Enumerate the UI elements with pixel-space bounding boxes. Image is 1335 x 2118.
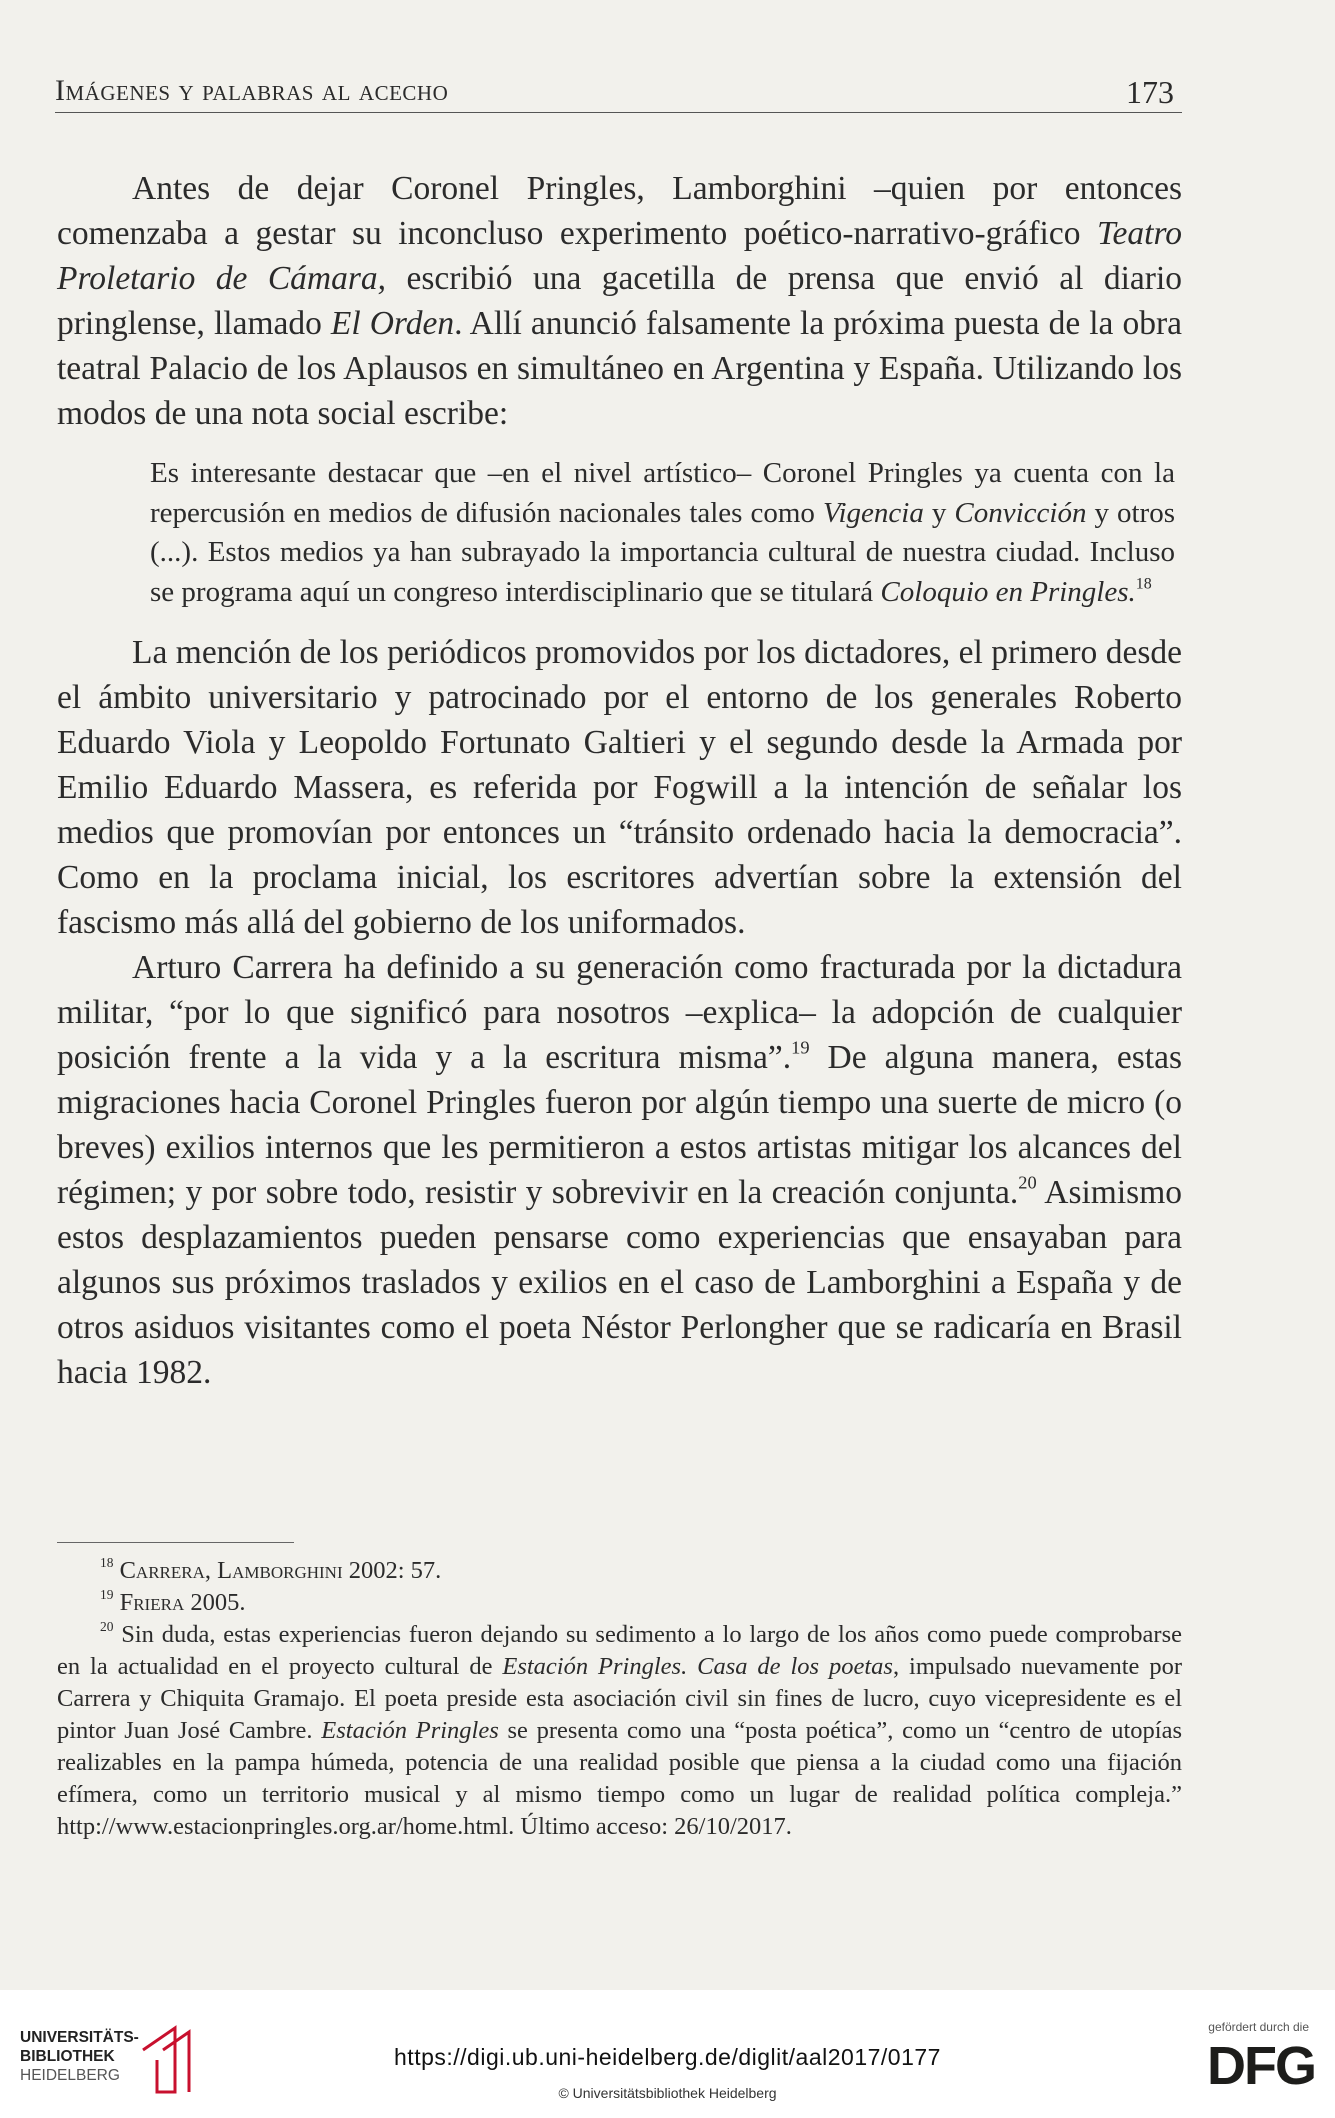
footnote-ref: 18: [1135, 574, 1152, 592]
text-run: Asimismo estos desplazamientos pueden pensarse como experiencias que ensayaban para algunos sus próximos traslados y exilios en el caso de Lamborghini a España y de otros asiduos visitantes como el poeta Néstor Perlongher que se radicaría en Brasil hacia 1982.: [57, 1174, 1183, 1391]
footnote-text: , impulsado nuevamente por Carrera y Chiquita Gramajo. El poeta preside esta asociación civil sin fines de lucro, cuyo vicepresidente es el pintor Juan José Cambre.: [57, 1653, 1182, 1744]
library-name-line: HEIDELBERG: [20, 2067, 120, 2084]
footnote-text: Friera 2005.: [119, 1589, 246, 1616]
footnote-text: Sin duda, estas experiencias fueron dejando su sedimento a lo largo de los años como puede comprobarse en la actualidad en el proyecto cultural de: [57, 1621, 1183, 1680]
footnote-ref: 19: [791, 1037, 810, 1058]
footnote-number: 20: [100, 1619, 114, 1635]
footnote-text: se presenta como una “posta poética”, como un “centro de utopías realizables en la pampa húmeda, potencia de una realidad posible que piensa a la ciudad como una fijación efímera, como un territorio musical y al mismo tiempo como un lugar de realidad política compleja.” http://www.estacionpringles.org.ar/home.html. Último acceso: 26/10/2017.: [57, 1717, 1182, 1840]
copyright-notice: © Universitätsbibliothek Heidelberg: [558, 2085, 777, 2101]
block-quote: [150, 454, 1175, 612]
footnote-18: [57, 1555, 1182, 1587]
text-run: De alguna manera, estas migraciones hacia Coronel Pringles fueron por algún tiempo una suerte de micro (o breves) exilios internos que les permitieron a estos artistas mitigar los alcances del régimen; y por sobre todo, resistir y sobrevivir en la creación conjunta.: [57, 1039, 1182, 1211]
footnotes: [57, 1555, 1182, 1843]
text-run: escribió una gacetilla de prensa que envió al diario pringlense, llamado: [57, 260, 1182, 342]
library-name-line: UNIVERSITÄTS-: [20, 2029, 139, 2046]
italic-title: El Orden: [330, 305, 455, 342]
text-run: Antes de dejar Coronel Pringles, Lamborghini –quien por entonces comenzaba a gestar su inconcluso experimento poético-narrativo-gráfico: [57, 170, 1182, 252]
footnote-divider: [57, 1542, 294, 1543]
italic-title: Estación Pringles: [321, 1717, 499, 1744]
text-run: y otros (...). Estos medios ya han subrayado la importancia cultural de nuestra ciudad. Incluso se programa aquí un congreso interdisciplinario que se titulará: [150, 496, 1175, 608]
footnote-number: 19: [100, 1587, 114, 1603]
footnote-20: [57, 1619, 1182, 1843]
footnote-text: Carrera, Lamborghini 2002: 57.: [119, 1557, 442, 1584]
footnote-ref: 20: [1018, 1172, 1037, 1193]
text-run: y: [923, 496, 955, 529]
library-name-line: BIBLIOTHEK: [20, 2048, 115, 2065]
italic-title: Estación Pringles. Casa de los poetas: [502, 1653, 893, 1680]
digitization-footer: [0, 1990, 1335, 2118]
page-header: [55, 66, 1182, 113]
text-run: . Allí anunció falsamente la próxima puesta de la obra teatral Palacio de los Aplausos en simultáneo en Argentina y España. Utilizando los modos de una nota social escribe:: [57, 305, 1182, 432]
italic-title: Convicción: [954, 496, 1087, 529]
paragraph-2: La mención de los periódicos promovidos por los dictadores, el primero desde el ámbito universitario y patrocinado por el entorno de los generales Roberto Eduardo Viola y Leopoldo Fortunato Galtieri y el segundo desde la Armada por Emilio Eduardo Massera, es referida por Fogwill a la intención de señalar los medios que promovían por entonces un “tránsito ordenado hacia la democracia”. Como en la proclama inicial, los escritores advertían sobre la extensión del fascismo más allá del gobierno de los uniformados.: [57, 634, 1182, 941]
footnote-number: 18: [100, 1555, 114, 1571]
text-run: Arturo Carrera ha definido a su generación como fracturada por la dictadura militar, “por lo que significó para nosotros –explica– la adopción de cualquier posición frente a la vida y a la escritura misma”.: [57, 949, 1182, 1076]
running-head: Imágenes y palabras al acecho: [55, 74, 449, 107]
funder-label: gefördert durch die: [1208, 2020, 1309, 2034]
italic-title: Vigencia: [822, 496, 924, 529]
footnote-19: [57, 1587, 1182, 1619]
paragraph-1: [57, 166, 1182, 436]
dfg-logo[interactable]: DFG: [1207, 2036, 1315, 2096]
paragraph-3: [57, 945, 1182, 1395]
page-number: 173: [1126, 74, 1174, 110]
source-url[interactable]: https://digi.ub.uni-heidelberg.de/diglit/aal2017/0177: [394, 2044, 941, 2070]
italic-title: Coloquio en Pringles.: [880, 575, 1136, 608]
main-text: [57, 166, 1182, 1395]
text-run: Es interesante destacar que –en el nivel artístico– Coronel Pringles ya cuenta con la repercusión en medios de difusión nacionales tales como: [150, 457, 1175, 529]
italic-title: Teatro Proletario de Cámara,: [57, 215, 1182, 297]
